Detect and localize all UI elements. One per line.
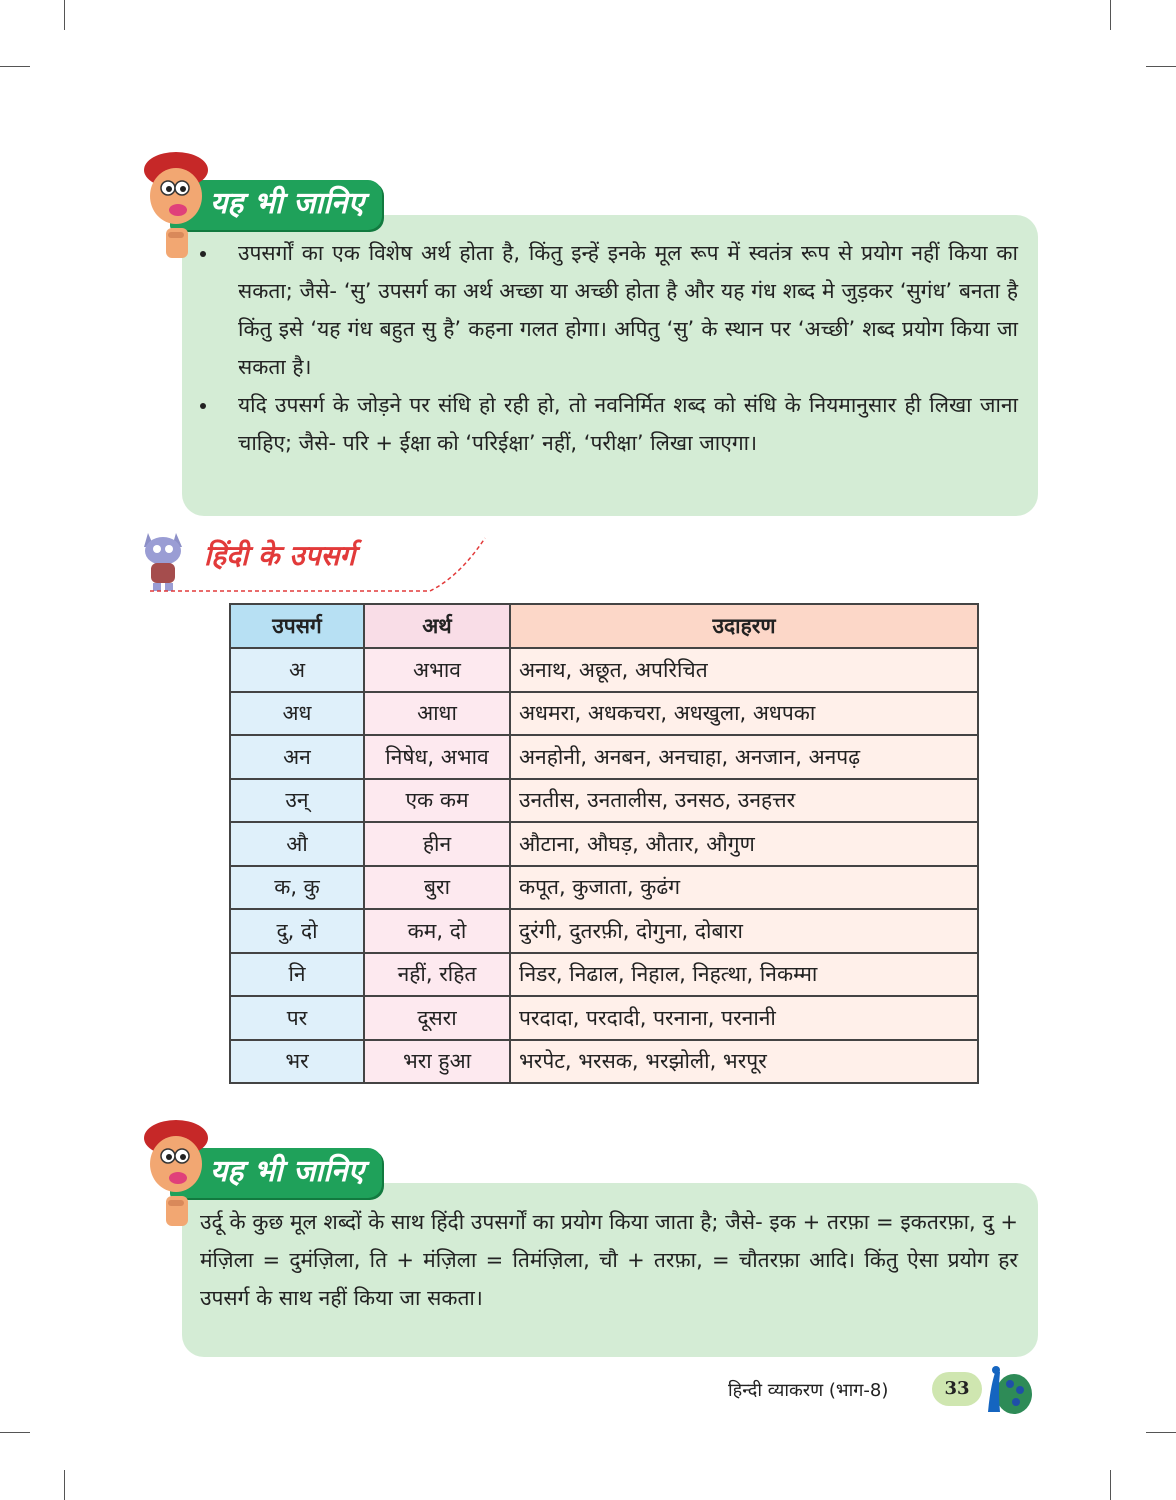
meaning-cell: आधा <box>364 692 510 736</box>
peacock-icon <box>976 1360 1034 1418</box>
prefix-cell: उन् <box>230 779 364 823</box>
note-tag-1: यह भी जानिए <box>170 180 382 230</box>
example-cell: औटाना, औघड़, औतार, औगुण <box>510 822 978 866</box>
table-row <box>230 953 978 997</box>
crop-mark <box>1146 66 1176 67</box>
section-title: हिंदी के उपसर्ग <box>204 539 356 572</box>
prefix-cell: पर <box>230 996 364 1040</box>
table-row <box>230 866 978 910</box>
note-tag-2: यह भी जानिए <box>170 1148 382 1198</box>
prefix-cell: औ <box>230 822 364 866</box>
prefix-cell: दु, दो <box>230 909 364 953</box>
list-item: उपसर्गों का एक विशेष अर्थ होता है, किंतु इन्हें इनके मूल रूप में स्वतंत्र रूप से प्रयोग नहीं किया का सकता; जैसे- ‘सु’ उपसर्ग का अर्थ अच्छा या अच्छी होता है और यह गंध शब्द मे जुड़कर ‘सुगंध’ बनता है किंतु इसे ‘यह गंध बहुत सु है’ कहना गलत होगा। अपितु ‘सु’ के स्थान पर ‘अच्छी’ शब्द प्रयोग किया जा सकता है। <box>200 234 1018 386</box>
table-row <box>230 1040 978 1084</box>
meaning-cell: अभाव <box>364 648 510 692</box>
table-row <box>230 909 978 953</box>
example-cell: परदादा, परदादी, परनाना, परनानी <box>510 996 978 1040</box>
example-cell: कपूत, कुजाता, कुढंग <box>510 866 978 910</box>
meaning-cell: दूसरा <box>364 996 510 1040</box>
bullet-icon <box>200 403 206 409</box>
crop-mark <box>64 0 65 30</box>
column-header: उपसर्ग <box>230 604 364 648</box>
table-row <box>230 822 978 866</box>
crop-mark <box>0 1432 30 1433</box>
crop-mark <box>64 1470 65 1500</box>
meaning-cell: हीन <box>364 822 510 866</box>
meaning-cell: भरा हुआ <box>364 1040 510 1084</box>
column-header: अर्थ <box>364 604 510 648</box>
table-header-row <box>230 604 978 648</box>
meaning-cell: एक कम <box>364 779 510 823</box>
crop-mark <box>1146 1432 1176 1433</box>
title-underline <box>150 536 490 596</box>
meaning-cell: निषेध, अभाव <box>364 735 510 779</box>
table-row <box>230 648 978 692</box>
example-cell: उनतीस, उनतालीस, उनसठ, उनहत्तर <box>510 779 978 823</box>
table-row <box>230 692 978 736</box>
footer-book-title: हिन्दी व्याकरण (भाग-8) <box>728 1380 889 1401</box>
example-cell: अनाथ, अछूत, अपरिचित <box>510 648 978 692</box>
prefix-cell: नि <box>230 953 364 997</box>
crop-mark <box>1110 0 1111 30</box>
note2-text: उर्दू के कुछ मूल शब्दों के साथ हिंदी उपसर्गों का प्रयोग किया जाता है; जैसे- इक + तरफ़ा = इकतरफ़ा, दु + मंज़िला = दुमंज़िला, ति + मंज़िला = तिमंज़िला, चौ + तरफ़ा, = चौतरफ़ा आदि। किंतु ऐसा प्रयोग हर उपसर्ग के साथ नहीं किया जा सकता। <box>200 1210 1018 1310</box>
table-row <box>230 996 978 1040</box>
prefix-cell: अ <box>230 648 364 692</box>
crop-mark <box>1110 1470 1111 1500</box>
prefix-cell: क, कु <box>230 866 364 910</box>
table-row <box>230 735 978 779</box>
table-row <box>230 779 978 823</box>
example-cell: दुरंगी, दुतरफ़ी, दोगुना, दोबारा <box>510 909 978 953</box>
meaning-cell: बुरा <box>364 866 510 910</box>
prefix-table <box>229 603 979 1084</box>
column-header: उदाहरण <box>510 604 978 648</box>
prefix-cell: अध <box>230 692 364 736</box>
meaning-cell: नहीं, रहित <box>364 953 510 997</box>
crop-mark <box>0 66 30 67</box>
prefix-cell: भर <box>230 1040 364 1084</box>
page-number: 33 <box>932 1372 982 1406</box>
prefix-cell: अन <box>230 735 364 779</box>
list-item: यदि उपसर्ग के जोड़ने पर संधि हो रही हो, तो नवनिर्मित शब्द को संधि के नियमानुसार ही लिखा जाना चाहिए; जैसे- परि + ईक्षा को ‘परिईक्षा’ नहीं, ‘परीक्षा’ लिखा जाएगा। <box>200 386 1018 462</box>
note1-bullets <box>200 234 1018 462</box>
example-cell: निडर, निढाल, निहाल, निहत्था, निकम्मा <box>510 953 978 997</box>
example-cell: अनहोनी, अनबन, अनचाहा, अनजान, अनपढ़ <box>510 735 978 779</box>
example-cell: भरपेट, भरसक, भरझोली, भरपूर <box>510 1040 978 1084</box>
example-cell: अधमरा, अधकचरा, अधखुला, अधपका <box>510 692 978 736</box>
meaning-cell: कम, दो <box>364 909 510 953</box>
bullet-icon <box>200 251 206 257</box>
